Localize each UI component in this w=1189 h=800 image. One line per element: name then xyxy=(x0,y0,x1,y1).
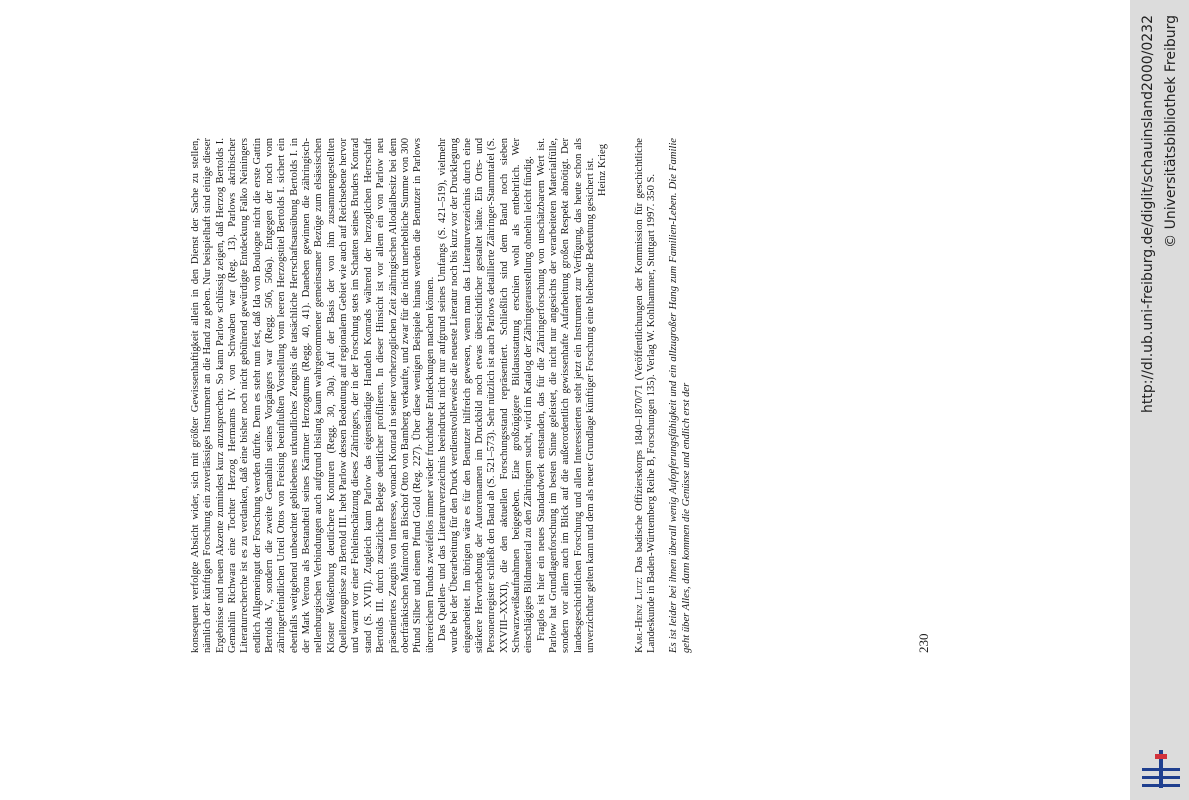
paragraph: Fraglos ist hier ein neues Standardwerk entstanden, das für die Zähringerforschung von unschätzbarem Wert ist. Parlow hat Grundlagenforschung im besten Sinne geleistet, die nicht nur angesichts der verarbeiteten Materialfülle, sondern vor allem auch im Blick auf die außerordentlich gewissenhafte Aufarbeitung großen Respekt abnötigt. Der landesgeschichtlichen Forschung und allen Interessierten steht jetzt ein Instrument zur Verfügung, das heute schon als unverzichtbar gelten kann und dem als neuer Grundlage künftiger Forschung eine bleibende Bedeutung gesichert ist. xyxy=(535,138,596,653)
review-lutz-continuation xyxy=(190,138,610,653)
library-logo-icon xyxy=(1140,748,1182,790)
page-number: 230 xyxy=(916,633,931,653)
book-title: : Das badische Offizierskorps 1840–1870/71 (Veröffentlichungen der Kommission für geschichtliche Landeskunde in Baden-Württemberg Reihe B, Forschungen 135). Verlag W. Kohlhammer, Stuttgart 1997. 350 S. xyxy=(633,137,658,653)
reviewer-signature: Heinz Krieg xyxy=(597,144,609,197)
paragraph: konsequent verfolgte Absicht wider, sich mit größter Gewissenhaftigkeit allein in den Dienst der Sache zu stellen, nämlich der künftigen Forschung ein zuverlässiges Instrument an die Hand zu geben. Nur beispielhaft sind einige dieser Ergebnisse und neuen Akzente zumindest kurz anzusprechen. So kann Parlow schlüssig zeigen, daß Herzog Bertolds I. Gemahlin Richwara eine Tochter Herzog Hermanns IV. von Schwaben war (Reg. 13). Parlows akribischer Literaturrecherche ist es zu verdanken, daß eine bisher noch nicht gebührend gewürdigte Entdeckung Falko Neiningers endlich Allgemeingut der Forschung werden dürfte. Denn es steht nun fest, daß Ida von Boulogne nicht die erste Gattin Bertolds V., sondern die zweite Gemahlin seines Vorgängers war (Regg. 506, 506a). Entgegen der noch vom zähringerfeindlichen Urteil Ottos von Freising beeinflußten Vorstellung vom leeren Herzogstitel Bertolds I. sichert ein ebenfalls weitgehend unbeachtet gebliebenes urkundliches Zeugnis die tatsächliche Herrschaftsausübung Bertolds I. in der Mark Verona als Bestandteil seines Kärntner Herzogtums (Regg. 40, 41). Daneben gewinnen die zähringisch-nellenburgischen Verbindungen auch aufgrund bislang kaum wahrgenommener gemeinsamer Bezüge zum elsässischen Kloster Weißenburg deutlichere Konturen (Regg. 30, 30a). Auf der Basis der von ihm zusammengestellten Quellenzeugnisse zu Bertold III. hebt Parlow dessen Bedeutung auf regionalem Gebiet wie auch auf Reichsebene hervor und warnt vor einer Fehleinschätzung dieses Zähringers, der in der Forschung stets im Schatten seines Bruders Konrad stand (S. XVII). Zugleich kann Parlow das eigenständige Handeln Konrads während der herzoglichen Herrschaft Bertolds III. durch zusätzliche Belege deutlicher profilieren. In dieser Hinsicht ist vor allem ein von Parlow neu präsentiertes Zeugnis von Interesse, wonach Konrad in seiner vorherzoglichen Zeit zähringischen Allodialbesitz bei dem oberfränkischen Mainroth an Bischof Otto von Bamberg verkaufte, und zwar für die nicht unerhebliche Summe von 300 Pfund Silber und einem Pfund Gold (Reg. 227). Über diese wenigen Beispiele hinaus werden die Benutzer in Parlows überreichem Fundus zweifellos immer wieder fruchtbare Entdeckungen machen können. xyxy=(190,138,436,653)
sidebar-rotated xyxy=(1130,0,1189,800)
sidebar xyxy=(1130,0,1189,800)
book-author: Karl-Heinz Lutz xyxy=(633,579,645,653)
source-url-link[interactable]: http://dl.ub.uni-freiburg.de/diglit/schauinsland2000/0232 xyxy=(1140,15,1156,413)
review-heading xyxy=(634,138,659,653)
copyright-notice: © Universitätsbibliothek Freiburg xyxy=(1163,15,1179,248)
review-offizierskorps xyxy=(634,138,693,653)
opening-quote: Es ist leider bei ihnen überall wenig Aufopferungsfähigkeit und ein allzugroßer Hang zum Familien-Leben. Die Familie geht über Alles, dann kommen die Genüsse und endlich erst der xyxy=(668,138,692,653)
text-block xyxy=(190,138,693,653)
paragraph: Das Quellen- und das Literaturverzeichnis beeindruckt nicht nur aufgrund seines Umfangs (S. 421–519), vielmehr wurde bei der Überarbeitung für den Druck verdienstvollerweise die neueste Literatur noch bis kurz vor der Drucklegung eingearbeitet. Im übrigen wäre es für den Benutzer hilfreich gewesen, wenn man das Literaturverzeichnis durch eine stärkere Hervorhebung der Autorennamen im Druckbild noch etwas übersichtlicher gestaltet hätte. Ein Orts- und Personenregister schließt den Band ab (S. 521–573). Sehr nützlich ist auch Parlows detaillierte Zähringer-Stammtafel (S. XXVIII–XXXI), die den aktuellen Forschungsstand repräsentiert. Schließlich sind dem Band noch sieben Schwarzweißaufnahmen beigegeben. Eine großzügigere Bildausstattung erschien wohl als entbehrlich. Wer einschlägiges Bildmaterial zu den Zähringern sucht, wird im Katalog der Zähringerausstellung ohnehin leicht fündig. xyxy=(436,138,535,653)
